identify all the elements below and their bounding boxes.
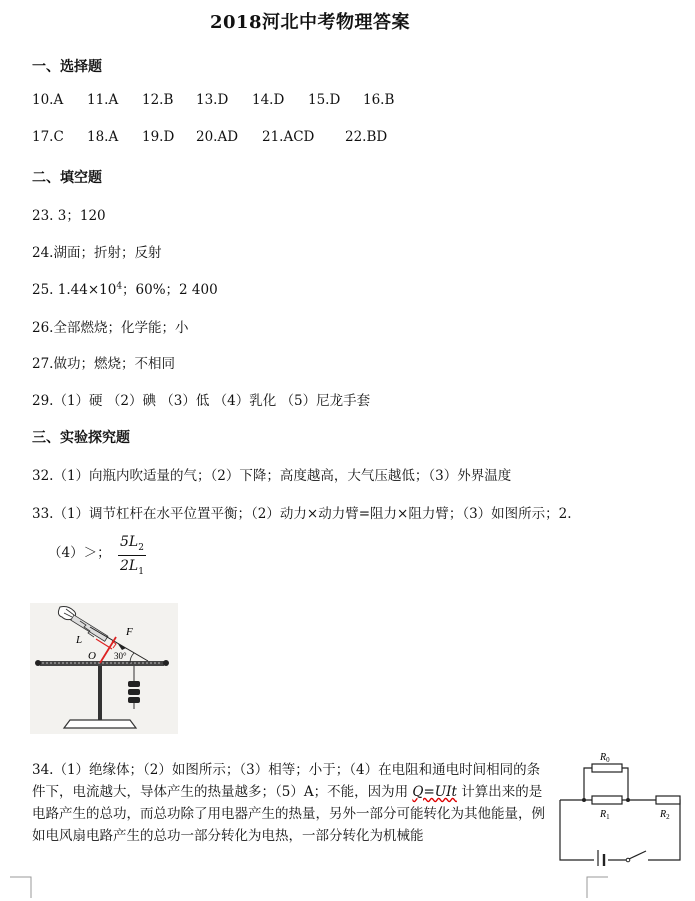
denominator-text: 2L [120, 557, 139, 574]
lever-end-knob [35, 660, 41, 666]
section-heading-experiment: 三、实验探究题 [32, 430, 130, 446]
weights-icon [128, 681, 140, 709]
numerator-sub: 2 [138, 542, 144, 553]
answer-item: 16.B [363, 92, 395, 108]
answer-item: 22.BD [345, 129, 388, 145]
label-r1: $R_1$ [600, 809, 610, 821]
battery-icon [594, 850, 608, 866]
label-L: L [76, 634, 83, 646]
ratio-fraction [118, 534, 146, 577]
answer-item: 18.A [87, 129, 119, 145]
page-corner-mark [586, 876, 608, 898]
answer-24: 24.湖面；折射；反射 [32, 245, 162, 261]
answer-34-text-2: 计算出来的是电路产生的总功，而总功除了用电器产生的热量，另外一部分可能转化为其他能量，例如电风扇电路产生的总功一部分转化为电热，一部分转化为机械能 [32, 784, 545, 844]
label-r0: $R_0$ [600, 752, 610, 764]
answer-item: 21.ACD [262, 129, 315, 145]
answer-item: 12.B [142, 92, 174, 108]
label-r2: $R_2$ [660, 809, 670, 821]
switch-icon [626, 851, 648, 866]
answer-item: 19.D [142, 129, 175, 145]
answer-item: 14.D [252, 92, 285, 108]
denominator-sub: 1 [138, 566, 144, 577]
lever-end-knob [163, 660, 169, 666]
answer-25-base: 25. 1.44×10 [32, 282, 117, 298]
page-corner-mark [10, 876, 32, 898]
answer-item: 20.AD [196, 129, 239, 145]
section-heading-fill: 二、填空题 [32, 170, 102, 186]
lever-diagram [30, 603, 178, 734]
answer-item: 13.D [196, 92, 229, 108]
resistor-r2 [656, 796, 680, 804]
label-O: O [88, 650, 96, 662]
stand-base [64, 720, 136, 728]
answer-29: 29.（1）硬 （2）碘 （3）低 （4）乳化 （5）尼龙手套 [32, 393, 371, 409]
numerator-text: 5L [120, 534, 139, 550]
stand-pole [98, 666, 102, 720]
resistor-r1 [592, 796, 622, 804]
answer-23: 23. 3；120 [32, 208, 106, 224]
label-F: F [126, 626, 133, 638]
answer-33: 33.（1）调节杠杆在水平位置平衡；（2）动力×动力臂=阻力×阻力臂；（3）如图所示；2. [32, 506, 572, 522]
answer-25-rest: ；60%；2 400 [122, 282, 218, 298]
circuit-diagram [556, 748, 686, 866]
lever-figure [30, 603, 178, 734]
fraction-bar [118, 555, 146, 556]
label-angle: 30° [114, 651, 127, 661]
document-title: 2018河北中考物理答案 [209, 12, 411, 33]
answer-34-formula: Q=UIt [412, 784, 457, 800]
resistor-r0 [592, 764, 622, 772]
answer-item: 11.A [87, 92, 119, 108]
section-heading-choice: 一、选择题 [32, 59, 102, 75]
answer-item: 17.C [32, 129, 64, 145]
answer-26: 26.全部燃烧；化学能；小 [32, 320, 189, 336]
answer-item: 10.A [32, 92, 64, 108]
fraction-numerator [118, 534, 146, 553]
answer-34-text-1: 34.（1）绝缘体；（2）如图所示；（3）相等；小于；（4）在电阻和通电时间相同的条件下，电流越大，导体产生的热量越多；（5）A；不能，因为用 [32, 762, 541, 800]
fraction-denominator [118, 558, 146, 577]
answer-34 [32, 759, 552, 847]
answer-25 [32, 278, 218, 298]
answer-32: 32.（1）向瓶内吹适量的气；（2）下降；高度越高，大气压越低；（3）外界温度 [32, 468, 512, 484]
answer-33-part4: （4）＞； [48, 545, 111, 561]
answer-27: 27.做功；燃烧；不相同 [32, 356, 175, 372]
answer-item: 15.D [308, 92, 341, 108]
answer-25-exponent: 4 [116, 281, 123, 292]
